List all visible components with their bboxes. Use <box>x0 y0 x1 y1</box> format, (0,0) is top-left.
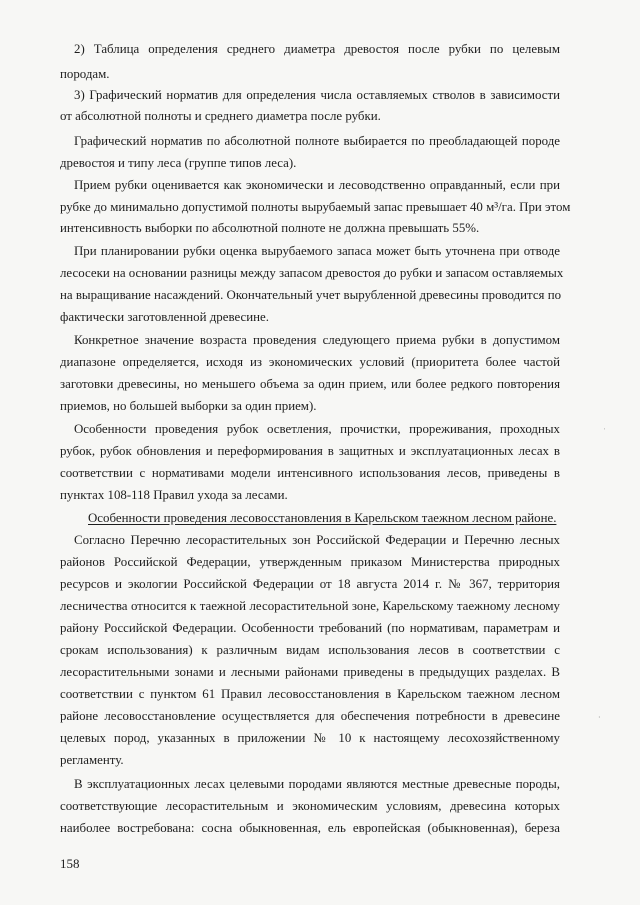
text-line: соответствии с нормативами модели интенсивного использования лесов, приведены в <box>60 466 560 480</box>
text-line: Графический норматив по абсолютной полноте выбирается по преобладающей породе <box>74 134 560 148</box>
section-heading: Особенности проведения лесовосстановления в Карельском таежном лесном районе. <box>88 511 557 525</box>
text-line: соответствии с пунктом 61 Правил лесовосстановления в Карельском таежном лесном <box>60 687 560 701</box>
scan-speck: ˈ <box>603 427 606 436</box>
text-line: наиболее востребована: сосна обыкновенная, ель европейская (обыкновенная), береза <box>60 821 560 835</box>
scan-speck: · <box>598 713 601 722</box>
text-line: древостоя и типу леса (группе типов леса). <box>60 156 297 170</box>
text-line: интенсивность выборки по абсолютной полноте не должна превышать 55%. <box>60 221 480 235</box>
text-line: Конкретное значение возраста проведения следующего приема рубки в допустимом <box>74 333 560 347</box>
text-line: району Российской Федерации. Особенности требований (по нормативам, параметрам и <box>60 621 560 635</box>
text-line: диапазоне определяется, исходя из экономических условий (приоритета более частой <box>60 355 560 369</box>
text-line: Согласно Перечню лесорастительных зон Российской Федерации и Перечню лесных <box>74 533 560 547</box>
text-line: При планировании рубки оценка вырубаемого запаса может быть уточнена при отводе <box>74 244 560 258</box>
text-line: лесосеки на основании разницы между запасом древостоя до рубки и запасом оставляемых <box>60 266 564 280</box>
text-line: целевых пород, указанных в приложении № 10 к настоящему лесохозяйственному <box>60 731 560 745</box>
text-line: заготовки древесины, но меньшего объема за один прием, или более редкого повторения <box>60 377 560 391</box>
text-line: рубок, рубок обновления и переформирования в защитных и эксплуатационных лесах в <box>60 444 560 458</box>
text-line: от абсолютной полноты и среднего диаметра после рубки. <box>60 109 381 123</box>
text-line: породам. <box>60 67 110 81</box>
text-line: Особенности проведения рубок осветления, прочистки, прореживания, проходных <box>74 422 560 436</box>
text-line: фактически заготовленной древесине. <box>60 310 269 324</box>
text-line: районов Российской Федерации, утвержденным приказом Министерства природных <box>60 555 560 569</box>
text-line: на выращивание насаждений. Окончательный учет вырубленной древесины проводится по <box>60 288 562 302</box>
text-line: пунктах 108-118 Правил ухода за лесами. <box>60 488 288 502</box>
page-number: 158 <box>60 856 80 871</box>
text-line: ресурсов и экологии Российской Федерации от 18 августа 2014 г. № 367, территория <box>60 577 560 591</box>
text-line: районе лесовосстановление осуществляется для обеспечения потребности в древесине <box>60 709 560 723</box>
text-line: приемов, но большей выборки за один прием). <box>60 399 317 413</box>
text-line: В эксплуатационных лесах целевыми породами являются местные древесные породы, <box>74 777 560 791</box>
text-line: 2) Таблица определения среднего диаметра древостоя после рубки по целевым <box>74 42 560 56</box>
text-line: регламенту. <box>60 753 124 767</box>
text-line: лесорастительными зонами и лесными районами приведены в предыдущих разделах. В <box>60 665 560 679</box>
text-line: лесничества относится к таежной лесорастительной зоне, Карельскому таежному лесному <box>60 599 560 613</box>
text-line: 3) Графический норматив для определения числа оставляемых стволов в зависимости <box>74 88 560 102</box>
text-line: Прием рубки оценивается как экономически и лесоводственно оправданный, если при <box>74 178 560 192</box>
text-line: соответствующие лесорастительным и экономическим условиям, древесина которых <box>60 799 560 813</box>
text-line: срокам использования) к различным видам использования лесов в соответствии с <box>60 643 560 657</box>
text-line: рубке до минимально допустимой полноты вырубаемый запас превышает 40 м³/га. При этом <box>60 200 571 214</box>
